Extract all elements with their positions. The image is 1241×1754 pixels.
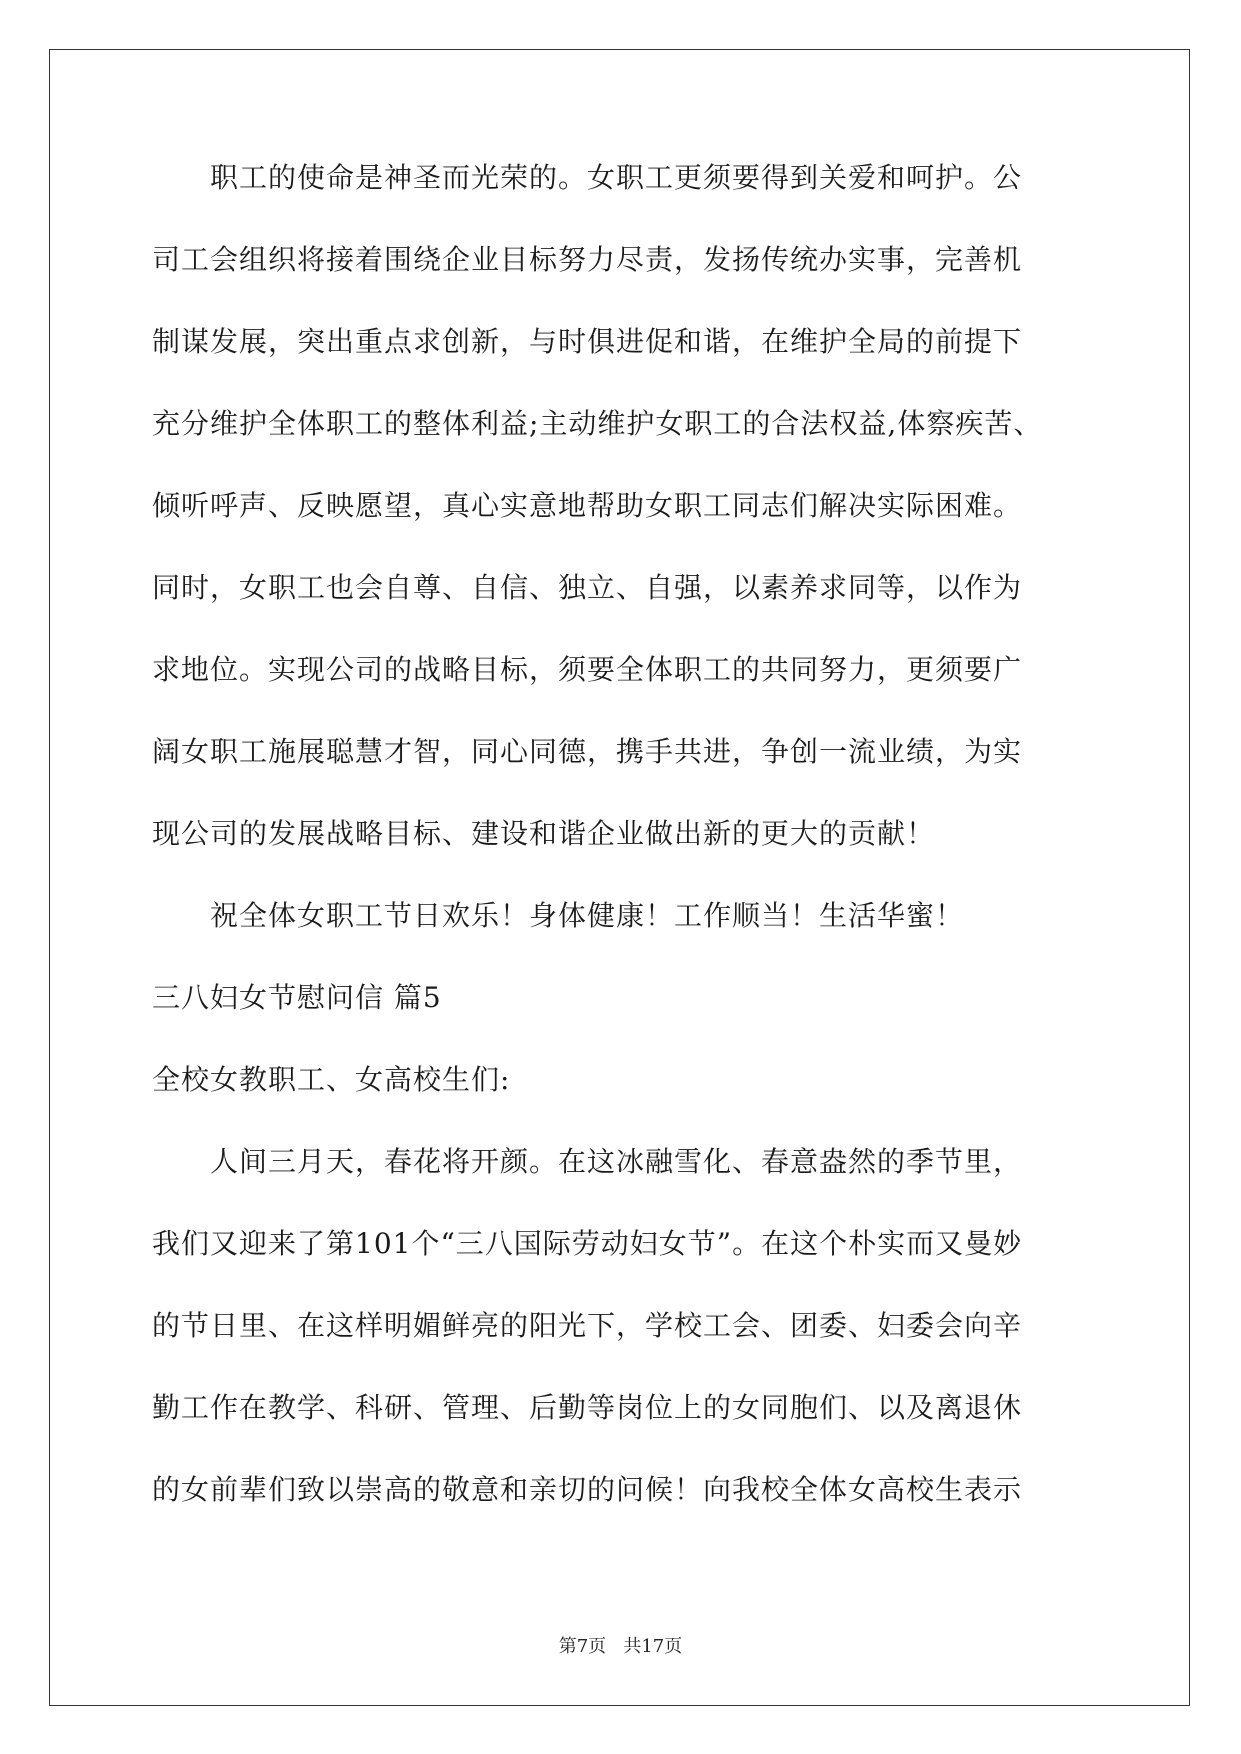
document-body <box>152 160 1092 1554</box>
text-line: 同时，女职工也会自尊、自信、独立、自强，以素养求同等，以作为 <box>152 571 1023 604</box>
text-line: 阔女职工施展聪慧才智，同心同德，携手共进，争创一流业绩，为实 <box>152 735 1023 768</box>
text-line: 祝全体女职工节日欢乐！身体健康！工作顺当！生活华蜜！ <box>210 899 965 932</box>
text-line: 全校女教职工、女高校生们: <box>152 1063 511 1096</box>
text-line: 倾听呼声、反映愿望，真心实意地帮助女职工同志们解决实际困难。 <box>152 489 1023 522</box>
text-line: 现公司的发展战略目标、建设和谐企业做出新的更大的贡献！ <box>152 817 936 850</box>
text-line: 司工会组织将接着围绕企业目标努力尽责，发扬传统办实事，完善机 <box>152 243 1023 276</box>
text-line: 制谋发展，突出重点求创新，与时俱进促和谐，在维护全局的前提下 <box>152 325 1023 358</box>
page-footer: 第7页 共17页 <box>558 1636 683 1657</box>
text-line: 三八妇女节慰问信 篇5 <box>152 981 442 1014</box>
text-line: 人间三月天，春花将开颜。在这冰融雪化、春意盎然的季节里， <box>210 1145 1023 1178</box>
text-line: 职工的使命是神圣而光荣的。女职工更须要得到关爱和呵护。公 <box>210 161 1023 194</box>
text-line: 的女前辈们致以崇高的敬意和亲切的问候！向我校全体女高校生表示 <box>152 1473 1023 1506</box>
text-line: 我们又迎来了第101个“三八国际劳动妇女节”。在这个朴实而又曼妙 <box>152 1227 1023 1260</box>
text-line: 的节日里、在这样明媚鲜亮的阳光下，学校工会、团委、妇委会向辛 <box>152 1309 1023 1342</box>
text-line: 充分维护全体职工的整体利益;主动维护女职工的合法权益,体察疾苦、 <box>152 407 1043 440</box>
text-line: 求地位。实现公司的战略目标，须要全体职工的共同努力，更须要广 <box>152 653 1023 686</box>
text-line: 勤工作在教学、科研、管理、后勤等岗位上的女同胞们、以及离退休 <box>152 1391 1023 1424</box>
